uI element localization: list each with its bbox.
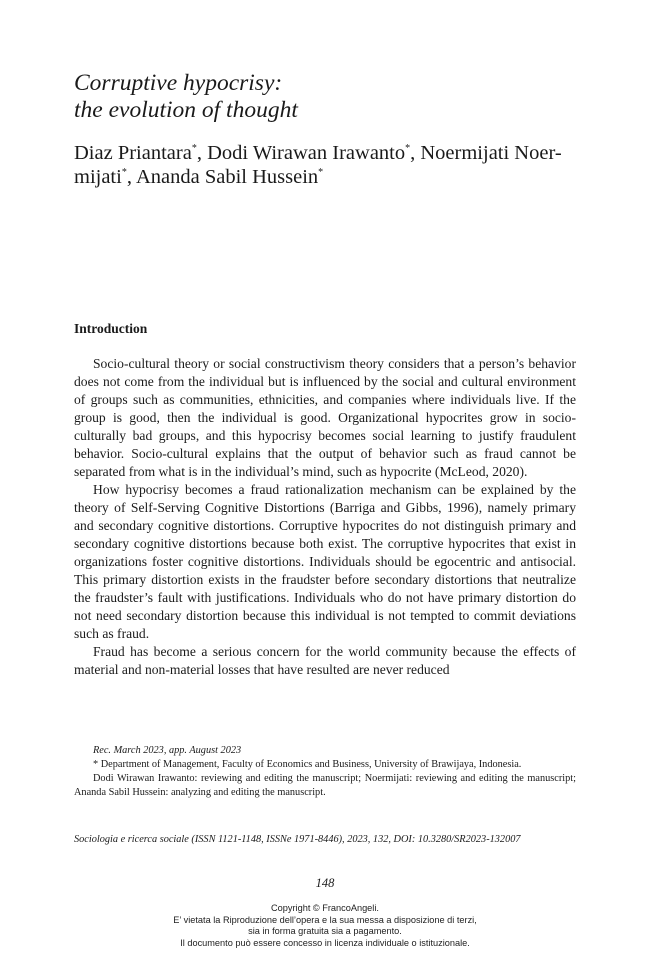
affiliation-marker: * [191, 143, 197, 154]
copyright-line: sia in forma gratuita sia a pagamento. [248, 926, 402, 937]
journal-citation: Sociologia e ricerca sociale (ISSN 1121-1148, ISSNe 1971-8446), 2023, 132, DOI: 10.3280/SR2023-132007 [74, 834, 521, 845]
author-name: Dodi Wirawan Irawanto [207, 142, 406, 164]
paragraph: Socio-cultural theory or social constructivism theory considers that a person’s behavior does not come from the individual but is influenced by the social and cultural environment of groups such as communities, ethnicities, and companies where individuals live. If the group is good, then the individual is good. Organizational hypocrites grow in socio-culturally bad groups, and this hypocrisy becomes social learning to justify fraudulent behavior. Socio-cultural explains that the output of behavior such as fraud cannot be separated from what is in the individual’s mind, such as hypocrite (McLeod, 2020). [74, 356, 576, 479]
author-name: Noermijati Noer- [420, 142, 562, 164]
author-list: Diaz Priantara*, Dodi Wirawan Irawanto*, Noermijati Noer- mijati*, Ananda Sabil Hussein* [74, 142, 562, 188]
affiliation-note: * Department of Management, Faculty of Economics and Business, University of Brawijaya, Indonesia. [93, 759, 522, 770]
author-name: Diaz Priantara [74, 142, 192, 164]
title-line-1: Corruptive hypocrisy: [74, 70, 283, 96]
author-name: Ananda Sabil Hussein [135, 166, 319, 188]
author-name: mijati [74, 166, 122, 188]
contributions-note: Dodi Wirawan Irawanto: reviewing and editing the manuscript; Noermijati: reviewing and editing the manuscript; Ananda Sabil Hussein: analyzing and editing the manuscript. [74, 773, 576, 798]
paragraph: Fraud has become a serious concern for the world community because the effects of material and non-material losses that have resulted are never reduced [74, 644, 576, 677]
section-heading: Introduction [74, 321, 148, 336]
article-title [74, 70, 594, 124]
copyright-line: E’ vietata la Riproduzione dell’opera e la sua messa a disposizione di terzi, [173, 914, 477, 925]
paragraph: How hypocrisy becomes a fraud rationalization mechanism can be explained by the theory of Self-Serving Cognitive Distortions (Barriga and Gibbs, 1996), namely primary and secondary cognitive distortions. Corruptive hypocrites do not distinguish primary and secondary cognitive distortions because both exist. The corruptive hypocrites that exist in organizations foster cognitive distortions. Individuals should be egocentric and antisocial. This primary distortion exists in the fraudster before secondary distortions that neutralize the fraudster’s fault with justifications. Individuals who do not have primary distortion do not need secondary distortion because this individual is not tempted to commit deviations such as fraud. [74, 482, 576, 641]
copyright-line: Copyright © FrancoAngeli. [271, 903, 379, 913]
affiliation-marker: * [318, 167, 324, 178]
body-text [74, 355, 576, 679]
copyright-notice [0, 903, 650, 950]
affiliation-marker: * [405, 143, 411, 154]
affiliation-marker: * [121, 167, 127, 178]
received-note: Rec. March 2023, app. August 2023 [93, 745, 242, 756]
title-line-2: the evolution of thought [74, 97, 298, 123]
copyright-line: Il documento può essere concesso in licenza individuale o istituzionale. [180, 938, 470, 949]
page-number: 148 [315, 876, 335, 890]
footnotes [74, 744, 576, 800]
